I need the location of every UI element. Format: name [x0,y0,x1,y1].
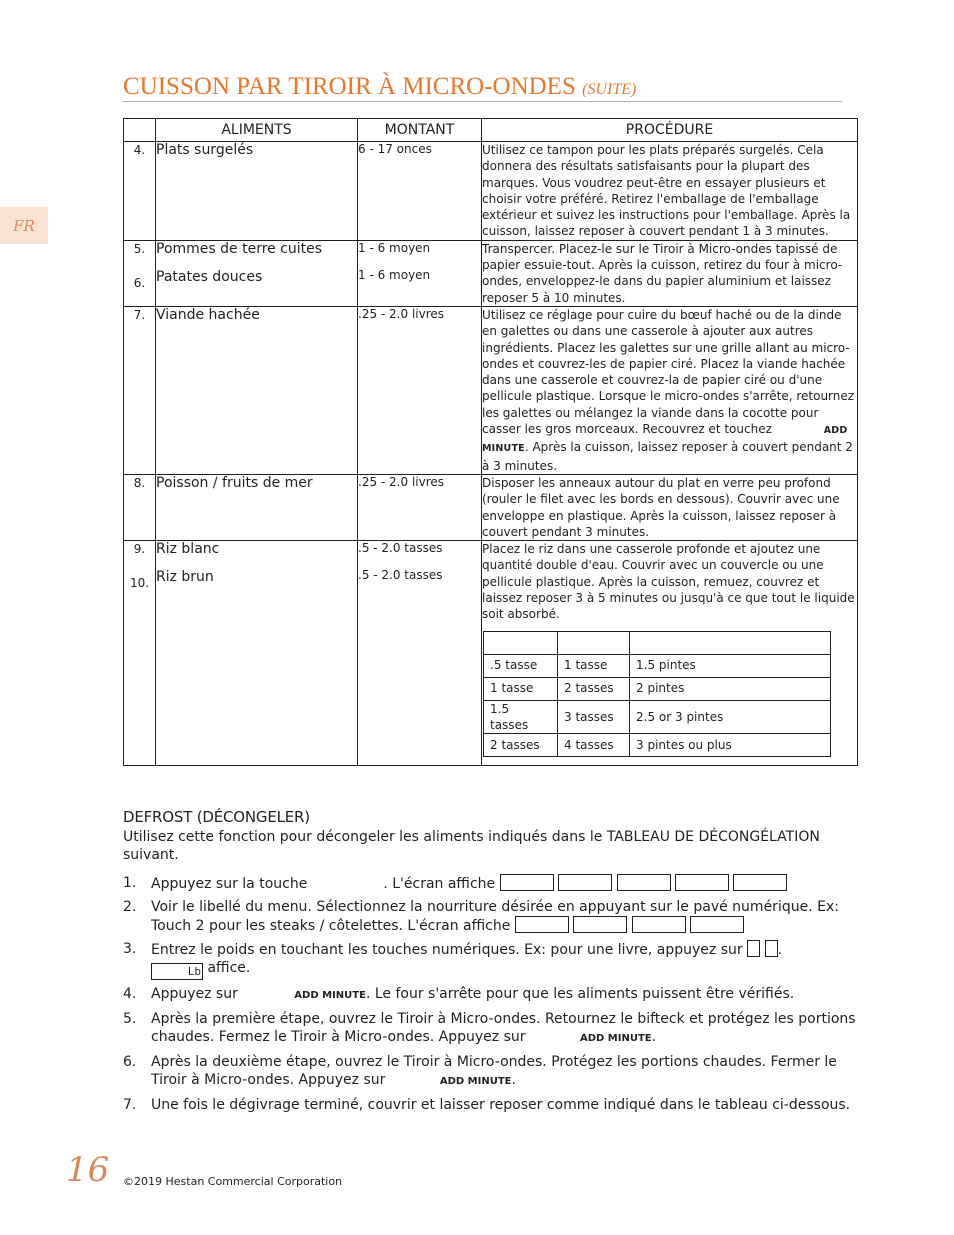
rice-table-row: 1.5 tasses 3 tasses 2.5 or 3 pintes [484,700,831,734]
list-item: 1. Appuyez sur la touche . L'écran affiche [123,874,863,893]
header-number [124,119,156,142]
table-row [124,541,858,766]
add-minute-key: ADD MINUTE [294,990,366,1001]
food-amount: .25 - 2.0 livres [358,474,482,540]
procedure-text: Utilisez ce tampon pour les plats préparés surgelés. Cela donnera des résultats satisfaisants pour la plupart des marques. Vous voudrez peut-être en essayer plusieurs et choisir votre préféré. Retirez l'emballage de l'emballage extérieur et suivez les instructions pour l'emballage. Après la cuisson, laissez reposer à couvert pendant 1 à 3 minutes. [482,142,858,241]
table-row [124,474,858,540]
procedure-text: Transpercer. Placez-le sur le Tiroir à Micro-ondes tapissé de papier essuie-tout. Après la cuisson, retirez du four à micro-ondes, enveloppez-le dans du papier aluminium et laissez reposer 5 à 10 minutes. [482,240,858,306]
food-name: Poisson / fruits de mer [156,474,358,540]
copyright: ©2019 Hestan Commercial Corporation [123,1175,343,1188]
display-segment [675,874,729,891]
header-procedure: PROCÉDURE [482,119,858,142]
display-segment [690,916,744,933]
food-amount: .25 - 2.0 livres [358,306,482,474]
add-minute-key: ADD MINUTE [482,425,848,455]
title-main: CUISSON PAR TIROIR À MICRO-ONDES [123,73,576,100]
rice-table-row: 2 tasses 4 tasses 3 pintes ou plus [484,734,831,757]
display-segment [515,916,569,933]
list-item: 2. Voir le libellé du menu. Sélectionnez la nourriture désirée en appuyant sur le pavé numérique. Ex: Touch 2 pour les steaks / côtelettes. L'écran affiche [123,899,839,934]
list-item: 4. Appuyez sur ADD MINUTE. Le four s'arrête pour que les aliments puissent être vérifiés. [123,986,795,1002]
display-segment [632,916,686,933]
weight-display: Lb [151,963,203,980]
language-tab: FR [0,207,48,244]
row-number: 4. [124,142,156,241]
cooking-table [123,118,858,766]
food-name: Plats surgelés [156,142,358,241]
procedure-text: Placez le riz dans une casserole profonde et ajoutez une quantité double d'eau. Couvrir avec un couvercle ou une pellicule plastique. Après la cuisson, remuez, couvrez et laissez reposer 3 à 5 minutes ou jusqu'à ce que tout le liquide soit absorbé. .5 tasse 1 tasse 1.5 pintes 1 tasse 2 tasses 2 pintes 1.5 tasses 3 tasses 2.5 or 3 pintes 2 tasses 4 tasses 3 pintes ou plus [482,541,858,766]
defrost-section [123,808,863,1119]
add-minute-key: ADD MINUTE [579,1033,652,1044]
defrost-heading: DEFROST (DÉCONGELER) [123,808,310,826]
display-segment [500,874,554,891]
rice-table-row: 1 tasse 2 tasses 2 pintes [484,677,831,700]
display-segment [733,874,787,891]
food-name: Riz blanc Riz brun [156,541,358,766]
table-header-row [124,119,858,142]
list-item: 7. Une fois le dégivrage terminé, couvrir et laisser reposer comme indiqué dans le tableau ci-dessous. [123,1097,851,1113]
number-key-box [747,940,760,957]
procedure-text: Disposer les anneaux autour du plat en verre peu profond (rouler le filet avec les bords en dessous). Couvrir avec une enveloppe en plastique. Après la cuisson, laissez reposer à couvert pendant 3 minutes. [482,474,858,540]
title-suite: (SUITE) [582,81,637,98]
number-key-box [765,940,778,957]
food-amount: .5 - 2.0 tasses .5 - 2.0 tasses [358,541,482,766]
food-name: Viande hachée [156,306,358,474]
row-number: 7. [124,306,156,474]
display-segment [617,874,671,891]
header-montant: MONTANT [358,119,482,142]
list-item: 5. Après la première étape, ouvrez le Tiroir à Micro-ondes. Retournez le bifteck et protégez les portions chaudes. Fermez le Tiroir à Micro-ondes. Appuyez sur ADD MINUTE. [123,1011,856,1045]
add-minute-key: ADD MINUTE [439,1076,512,1087]
header-aliments: ALIMENTS [156,119,358,142]
procedure-text: Utilisez ce réglage pour cuire du bœuf haché ou de la dinde en galettes ou dans une casserole à ajouter aux autres ingrédients. Placez les galettes sur une grille allant au micro-ondes et couvrez-les de papier ciré. Placez la viande hachée dans une casserole et couvrez-la de papier ciré ou d'une pellicule plastique. Lorsque le micro-ondes s'arrête, retournez les galettes ou mélangez la viande dans la cocotte pour casser les gros morceaux. Recouvrez et touchez ADD MINUTE. Après la cuisson, laissez reposer à couvert pendant 2 à 3 minutes. [482,306,858,474]
row-number: 8. [124,474,156,540]
display-segment [573,916,627,933]
page-title [123,73,842,102]
row-number: 9. 10. [124,541,156,766]
table-row [124,240,858,306]
list-item: 6. Après la deuxième étape, ouvrez le Tiroir à Micro-ondes. Protégez les portions chaudes. Fermer le Tiroir à Micro-ondes. Appuyez sur ADD MINUTE. [123,1054,837,1088]
food-name: Pommes de terre cuites Patates douces [156,240,358,306]
defrost-intro: Utilisez cette fonction pour décongeler les aliments indiqués dans le TABLEAU DE DÉCONGÉLATION suivant. [123,829,820,863]
rice-water-table [483,631,831,758]
page-number: 16 [66,1150,110,1190]
defrost-steps [123,874,863,1114]
table-row [124,142,858,241]
rice-table-row: .5 tasse 1 tasse 1.5 pintes [484,654,831,677]
rice-table-header-row [484,631,831,654]
list-item: 3. Entrez le poids en touchant les touches numériques. Ex: pour une livre, appuyez sur . Lb affice. [123,941,783,978]
food-amount: 1 - 6 moyen 1 - 6 moyen [358,240,482,306]
row-number: 5. 6. [124,240,156,306]
display-segment [558,874,612,891]
table-row [124,306,858,474]
food-amount: 6 - 17 onces [358,142,482,241]
